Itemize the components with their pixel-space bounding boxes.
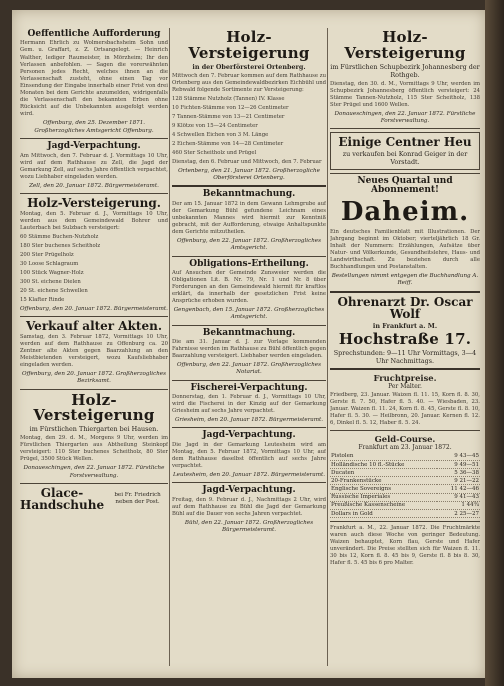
notice-signature: Gengenbach, den 15. Januar 1872. Großherzogliches Amtsgericht. xyxy=(173,307,325,321)
list-item: 10 Fichten-Stämme von 12—26 Centimeter xyxy=(172,104,289,111)
notice-signature: Leutesheim, den 20. Januar 1872. Bürgermeisteramt. xyxy=(172,472,326,479)
divider xyxy=(172,380,326,381)
doctor-hours: Sprechstunden: 9—11 Uhr Vormittags, 3—4 Uhr Nachmittags. xyxy=(333,348,477,365)
divider xyxy=(330,521,480,522)
notice-text: Montag, den 29. d. M., Morgens 9 Uhr, werden im Fürstlichen Thiergarten aus Abtheilung Steinkopf versteigert: 110 Ster buchenes Scheitholz, 80 Ster Prügel, 3500 Stück Wellen. xyxy=(20,435,168,463)
rate-label: Russische Imperiales xyxy=(330,493,437,501)
notice-signature: Offenburg, den 20. Januar 1872. Großherzogliches Bezirksamt. xyxy=(22,371,166,385)
rate-value: 9 41—43 xyxy=(437,493,480,501)
rate-value: 5 36—38 xyxy=(437,469,480,477)
notice-text: Hermann Ehrlich zu Wolmersbachsheim Sohn und Gem. u. Graffart, z. Z. Ortsangelegt. — Heinrich Walther, lediger Raumeister, in Mörzheim; Ihr den Verlassen anbefohlen. — Sagen die vorerwähnten Personen jedes Recht, welches ihnen an die Verlassenschaft zusteht, ohne einen Tag vor Einsendung der Eingabe innerhalb einer Frist von drei Monaten bei dem Gerichte anzumelden, widrigenfalls die Verlassenschaft den bekannten Erben ohne Rücksicht auf die Unbekannten ausgefolgt werden wird. xyxy=(20,40,168,117)
list-item: 15 Klafter Rinde xyxy=(20,297,65,304)
notice-text: Montag, den 5. Februar d. J., Vormittags 10 Uhr, werden aus dem Gemeindewald Bohrer und Lauterbach bei Sulzbach versteigert: xyxy=(20,210,168,231)
daheim-masthead: Daheim. xyxy=(340,196,470,227)
notice-text: Mittwoch den 7. Februar kommen auf dem Rathhause zu Ortenberg aus den Gemeindewaldbezirken Eichbühl und Rebwald folgende Sortimente zur Versteigerung: xyxy=(172,72,326,93)
notice-subtitle: im Fürstlichen Thiergarten bei Hausen. xyxy=(29,425,159,434)
divider xyxy=(172,482,326,483)
notice-title: Bekanntmachung. xyxy=(202,327,296,338)
rate-label: Englische Sovereigns xyxy=(330,485,437,493)
table-row xyxy=(330,510,480,518)
newspaper-page xyxy=(12,10,485,678)
divider xyxy=(330,128,480,129)
rate-value: 9 43—45 xyxy=(437,453,480,461)
doctor-advert-title: Ohrenarzt Dr. Oscar Wolf xyxy=(337,294,473,322)
advert-subtitle: zu verkaufen bei Konrad Geiger in der Vorstadt. xyxy=(342,149,468,166)
divider xyxy=(330,430,480,431)
notice-signature: Zell, den 20. Januar 1872. Bürgermeisteramt. xyxy=(29,182,159,189)
column-middle xyxy=(172,28,326,668)
list-item: 100 Stück Wagner-Holz xyxy=(20,269,84,276)
rate-label: Ducaten xyxy=(330,469,437,477)
rate-label: Pistolen xyxy=(330,453,437,461)
exchange-rates-title: Geld-Course. xyxy=(374,433,436,444)
notice-title: Verkauf alter Akten. xyxy=(25,319,163,334)
divider xyxy=(330,368,480,370)
notice-text: Dienstag, den 30. d. M., Vormittags 9 Uhr, werden im Schupbezirk Johannesberg öffentlich versteigert: 24 Stämme Tannen-Nutzholz, 115 Ster Scheitholz, 138 Ster Prügel und 1600 Wellen. xyxy=(330,80,480,108)
table-row xyxy=(330,460,480,468)
notice-text: Samstag, den 3. Februar 1872, Vormittags 10 Uhr, werden auf dem Rathhause zu Offenburg ca. 20 Zentner alte Akten gegen Baarzahlung an den Meistbietenden versteigert, wozu Kaufsliebhaber eingeladen werden. xyxy=(20,333,168,369)
notice-title: Oeffentliche Aufforderung xyxy=(27,29,161,39)
notice-text: Der am 15. Januar 1872 in dem Gewann Lehmgrube auf der Gemarkung Bühl gefundene Leichnam eines unbekannten Mannes wird hiermit zur Kenntniß gebracht, mit der Aufforderung, etwaige Anhaltspunkte dem Gerichte mitzutheilen. xyxy=(172,200,326,235)
table-row xyxy=(330,469,480,477)
list-item: 7 Tannen-Stämme von 13—21 Centimeter xyxy=(172,113,285,120)
rate-label: Preußische Kassenscheine xyxy=(330,501,437,509)
list-item: 30 Loose Schlagraum xyxy=(20,260,79,267)
notice-text: Freitag, den 9. Februar d. J., Nachmittags 2 Uhr, wird auf dem Rathhause zu Bühl die Jagd der Gemarkung Bühl auf die Dauer von sechs Jahren verpachtet. xyxy=(172,496,326,517)
list-item: 300 St. eichene Dielen xyxy=(20,278,81,285)
notice-text: Auf Ansuchen der Gemeinde Zunsweier werden die Obligationen Lit. B. Nr. 79, Nr. 1 und Nr. 8 über Forderungen an den Gemeindewald hiermit für kraftlos erklärt, da innerhalb der gesetzlichen Frist keine Ansprüche erhoben wurden. xyxy=(172,269,326,305)
doctor-address: Hochstraße 17. xyxy=(338,329,472,348)
notice-signature: Offenburg, den 22. Januar 1872. Großherzogliches Notariat. xyxy=(177,362,321,376)
notice-dates: Dienstag, den 6. Februar und Mittwoch, den 7. Februar xyxy=(172,158,322,165)
list-item: 128 Stämme Nutzholz (Tannen) IV. Klasse xyxy=(172,95,285,102)
table-row xyxy=(330,453,480,461)
divider xyxy=(172,325,326,326)
notice-signature: Offenburg, den 20. Januar 1872. Bürgermeisteramt. xyxy=(20,306,168,313)
list-item: 460 Ster Scheitholz und Prügel xyxy=(172,149,257,156)
table-row xyxy=(330,477,480,485)
notice-signature: Donaueschingen, den 22. Januar 1872. Fürstliche Forstverwaltung. xyxy=(23,465,165,479)
grain-prices-subtitle: Per Malter. xyxy=(388,382,422,390)
hay-advert xyxy=(330,132,480,170)
notice-title: Holz-Versteigerung xyxy=(188,28,310,62)
list-item: 200 Ster Prügelholz xyxy=(20,251,74,258)
divider xyxy=(330,173,480,174)
rate-label: Holländische 10 fl.-Stücke xyxy=(330,460,437,468)
notice-text: Ein deutsches Familienblatt mit Illustrationen. Der Jahrgang beginnt im Oktober; vierteljährlich 18 Gr. Inhalt der Nummern: Erzählungen, Aufsätze über Natur- und Völkerkunde, Gesundheitslehre, Haus- und Landwirthschaft. Zu beziehen durch alle Buchhandlungen und Postanstalten. xyxy=(330,228,480,271)
divider xyxy=(20,316,168,317)
notice-authority: Großherzogliches Amtsgericht Offenburg. xyxy=(34,128,154,135)
notice-signature: Bestellungen nimmt entgegen die Buchhandlung A. Reiff. xyxy=(331,273,479,287)
grain-prices-text: Friedberg, 23. Januar. Waizen fl. 11. 15, Korn fl. 8. 30, Gerste fl. 7. 50, Hafer fl. 5. 40. — Wiesbaden, 23. Januar. Waizen fl. 11. 24, Korn fl. 8. 45, Gerste fl. 8. 10, Hafer fl. 5. 30. — Heilbronn, 20. Januar. Kernen fl. 12. 6, Dinkel fl. 5. 12, Haber fl. 5. 24. xyxy=(330,391,480,426)
doctor-city: in Frankfurt a. M. xyxy=(372,321,438,330)
notice-title: Holz-Versteigerung xyxy=(33,390,155,425)
divider xyxy=(20,483,168,484)
divider xyxy=(172,256,326,257)
notice-text: Die am 31. Januar d. J. zur Vorlage kommenden Fahrnisse werden im Rathhause zu Bühl öffentlich gegen Baarzahlung versteigert. Liebhaber werden eingeladen. xyxy=(172,339,326,360)
list-item: 20 St. eichene Schwellen xyxy=(20,288,88,295)
notice-title: Jagd-Verpachtung. xyxy=(202,485,296,496)
list-item: 9 Klötze von 15—24 Centimeter xyxy=(172,122,258,129)
notice-signature: Bühl, den 22. Januar 1872. Großherzogliches Bürgermeisteramt. xyxy=(184,519,314,534)
list-item: 60 Stämme Buchen-Nutzholz xyxy=(20,233,99,240)
notice-title: Bekanntmachung. xyxy=(202,189,296,200)
advert-title: Einige Centner Heu xyxy=(338,135,472,150)
exchange-rates-subtitle: Frankfurt am 23. Januar 1872. xyxy=(358,443,452,451)
rate-value: 1 44¾ xyxy=(437,501,480,509)
notice-text: Am Mittwoch, den 7. Februar d. J. Vormittags 10 Uhr, wird auf dem Rathhause zu Zell, die Jagd der Gemarkung Zell, auf sechs Jahre öffentlich verpachtet, wozu Liebhaber eingeladen werden. xyxy=(20,152,168,180)
book-spine xyxy=(485,0,504,686)
rate-value: 9 21—22 xyxy=(437,477,480,485)
advert-title: Glace-Handschuhe xyxy=(20,485,105,513)
divider xyxy=(172,185,326,187)
divider xyxy=(20,138,168,139)
notice-text: Donnerstag, den 1. Februar d. J., Vormittags 10 Uhr, wird die Fischerei in der Kinzig auf der Gemarkung Griesheim auf sechs Jahre verpachtet. xyxy=(172,394,326,415)
column-left xyxy=(20,28,168,668)
divider xyxy=(330,291,480,293)
exchange-rates-table xyxy=(330,453,480,519)
notice-title: Holz-Versteigerung. xyxy=(27,196,161,211)
notice-signature: Offenburg, den 22. Januar 1872. Großherzogliches Amtsgericht. xyxy=(177,237,321,252)
column-right xyxy=(330,28,480,668)
notice-signature: Ortenberg, den 21. Januar 1872. Großherzogliche Oberförsterei Ortenberg. xyxy=(178,167,320,182)
divider xyxy=(20,389,168,390)
column-rule-2 xyxy=(327,28,328,666)
notice-signature: Griesheim, den 20. Januar 1872. Bürgermeisteramt. xyxy=(174,417,324,424)
notice-subtitle: im Fürstlichen Schupbezirk Johannesberg der Rothgeb. xyxy=(330,62,480,79)
rate-value: 2 25—27 xyxy=(437,510,480,518)
notice-title: Fischerei-Verpachtung. xyxy=(190,382,308,393)
notice-title: Jagd-Verpachtung. xyxy=(202,430,296,441)
notice-signature: Donaueschingen, den 22. Januar 1872. Fürstliche Forstverwaltung. xyxy=(334,110,476,124)
divider xyxy=(20,193,168,194)
rate-value: 9 49—51 xyxy=(437,460,480,468)
rate-label: Dollars in Gold xyxy=(330,510,437,518)
notice-title: Obligations-Ertheilung. xyxy=(189,258,309,269)
market-report-text: Frankfurt a. M., 22. Januar 1872. Die Fruchtmärkte waren auch diese Woche von geringer Bedeutung. Waizen behauptet, Korn flau, Gerste und Hafer unverändert. Die Preise stellten sich für Waizen fl. 11. 30 bis 12, Korn fl. 8. 45 bis 9, Gerste fl. 8 bis 8. 30, Hafer fl. 5. 45 bis 6 pro Malter. xyxy=(330,525,480,567)
column-rule-1 xyxy=(169,28,170,666)
table-row xyxy=(330,493,480,501)
advert-side: bei Fr. Friedrich neben der Post. xyxy=(114,492,161,506)
table-row xyxy=(330,485,480,493)
notice-title: Holz-Versteigerung xyxy=(344,28,466,62)
divider xyxy=(172,427,326,428)
notice-text: Die Jagd in der Gemarkung Leutesheim wird am Montag, den 5. Februar 1872, Vormittags 10 Uhr, auf dem Rathhause daselbst öffentlich auf sechs Jahre verpachtet. xyxy=(172,441,326,470)
grain-prices-title: Fruchtpreise. xyxy=(373,372,437,383)
list-item: 180 Ster buchenes Scheitholz xyxy=(20,242,101,249)
notice-title: Neues Quartal und Abonnement! xyxy=(357,175,453,196)
list-item: 4 Schwellen Eichen von 3 M. Länge xyxy=(172,131,269,138)
notice-title: Jagd-Verpachtung. xyxy=(47,141,141,152)
table-row xyxy=(330,501,480,509)
rate-value: 11 42—46 xyxy=(437,485,480,493)
rate-label: 20-Frankenstücke xyxy=(330,477,437,485)
notice-subtitle: in der Oberförsterei Ortenberg. xyxy=(192,62,306,71)
glove-advert xyxy=(20,487,168,512)
list-item: 2 Eichen-Stämme von 14—28 Centimeter xyxy=(172,140,284,147)
notice-date: Offenburg, den 25. Dezember 1871. xyxy=(42,119,146,126)
